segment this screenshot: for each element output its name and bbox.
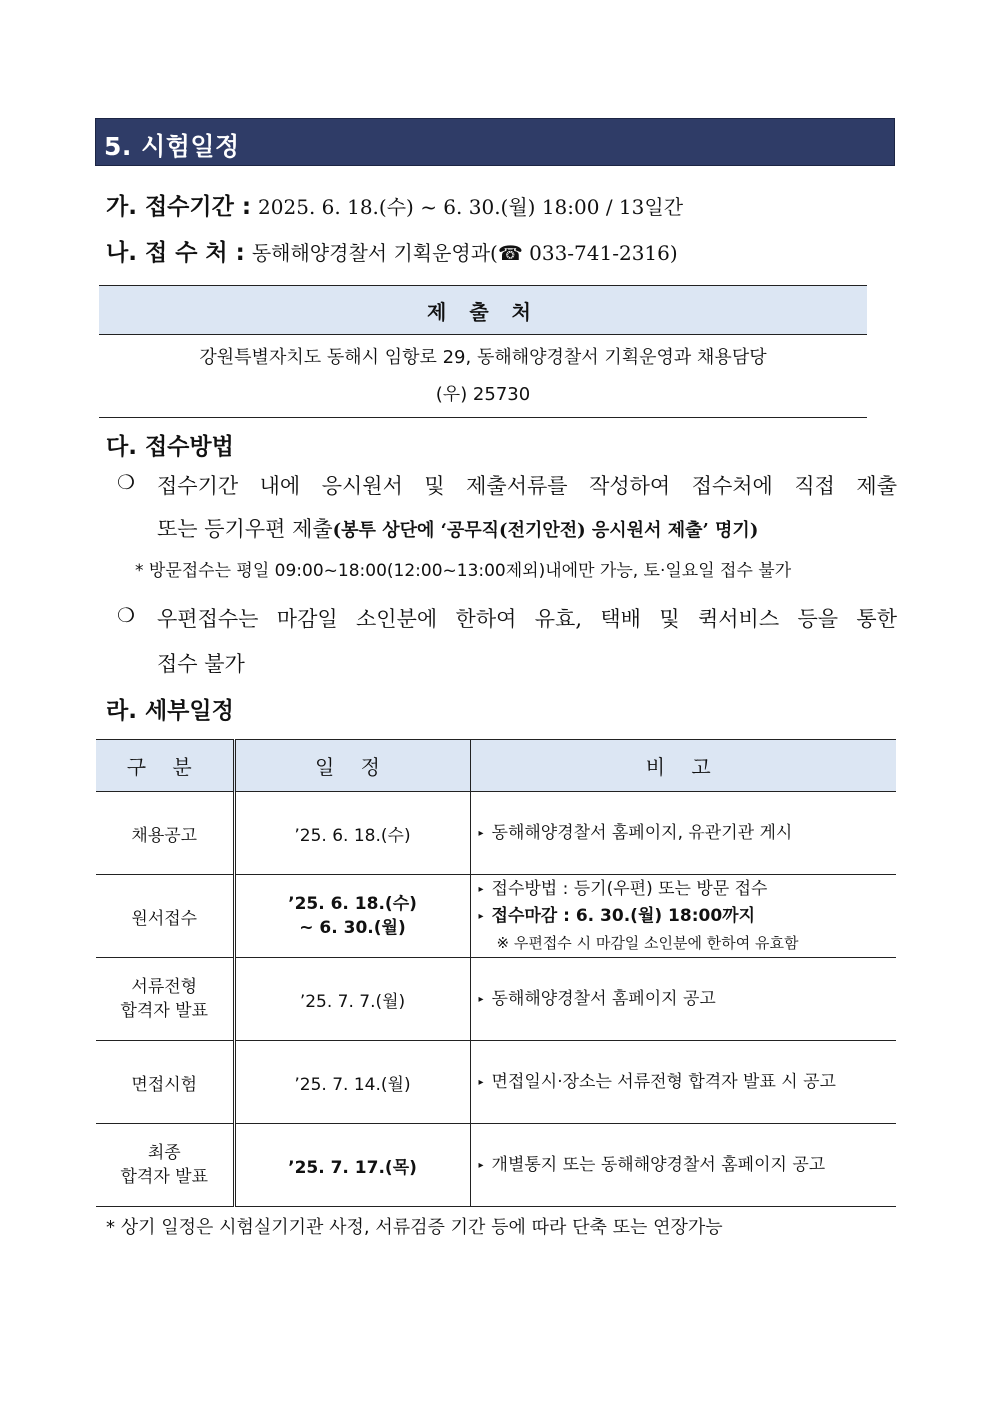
table-header-row [96,740,896,792]
method-p2-line1: 우편접수는 마감일 소인분에 한하여 유효, 택배 및 퀵서비스 등을 통한 [157,607,897,631]
triangle-bullet-icon: ▸ [478,993,484,1005]
table-row [96,792,896,875]
submit-box-header: 제 출 처 [99,285,867,335]
schedule-heading: 라. 세부일정 [106,698,234,724]
row-category [96,1124,234,1207]
row-note-text: 동해해양경찰서 홈페이지, 유관기관 게시 [491,822,793,843]
table-row [96,958,896,1041]
row-category-line2: 합격자 발표 [120,1167,208,1187]
office-label: 나. 접 수 처 : [106,240,245,266]
header-note: 비 고 [470,740,896,792]
triangle-bullet-icon: ▸ [478,884,484,895]
row-category-line2: 합격자 발표 [120,1001,208,1021]
section-title: 5. 시험일정 [104,132,240,161]
submit-address: 강원특별자치도 동해시 임항로 29, 동해해양경찰서 기획운영과 채용담당 [199,347,767,368]
method-p1-line1: 접수기간 내에 응시원서 및 제출서류를 작성하여 접수처에 직접 제출 [157,474,897,498]
triangle-bullet-icon: ▸ [478,1076,484,1088]
method-p1-line2-bold: (봉투 상단에 ‘공무직(전기안전) 응시원서 제출’ 명기) [332,520,759,541]
method-p2-line2: 접수 불가 [157,652,245,676]
schedule-footnote: * 상기 일정은 시험실기기관 사정, 서류검증 기간 등에 따라 단축 또는 연장가능 [106,1217,723,1238]
circle-bullet-icon: ❍ [117,470,135,494]
row-date-start: ’25. 6. 18.(수) [288,894,417,914]
phone-icon: ☎ [497,241,523,265]
submit-box [99,285,867,418]
row-category: 면접시험 [96,1041,234,1124]
period-value: 2025. 6. 18.(수) ~ 6. 30.(월) 18:00 / 13일간 [258,195,684,219]
circle-bullet-icon: ❍ [117,603,135,627]
row-note-text: 동해해양경찰서 홈페이지 공고 [491,988,716,1009]
row-date [234,875,470,958]
table-row [96,1124,896,1207]
office-value: 동해해양경찰서 기획운영과( [251,241,498,265]
row-note [470,958,896,1041]
table-row [96,875,896,958]
row-note-text: 면접일시·장소는 서류전형 합격자 발표 시 공고 [491,1071,836,1092]
row-date: ’25. 7. 7.(월) [234,958,470,1041]
method-p1-line2-plain: 또는 등기우편 제출 [157,517,333,541]
method-p1-line2 [157,513,758,543]
header-date: 일 정 [234,740,470,792]
office-phone: 033-741-2316) [522,241,678,265]
row-date: ’25. 7. 17.(목) [234,1124,470,1207]
row-note [470,792,896,875]
section-title-bar [95,118,895,166]
office-row [106,234,678,267]
row-category: 채용공고 [96,792,234,875]
row-category [96,958,234,1041]
row-note-deadline: 접수마감 : 6. 30.(월) 18:00까지 [491,906,756,926]
row-note-text: 개별통지 또는 동해해양경찰서 홈페이지 공고 [491,1154,826,1175]
submit-box-body [99,335,867,418]
triangle-bullet-icon: ▸ [478,911,484,922]
row-category-line1: 최종 [147,1143,181,1163]
submit-postal: (우) 25730 [435,384,531,405]
visit-note: * 방문접수는 평일 09:00~18:00(12:00~13:00제외)내에만 가능, 토·일요일 접수 불가 [135,561,792,581]
period-row [106,188,683,221]
row-note [470,1041,896,1124]
row-date: ’25. 7. 14.(월) [234,1041,470,1124]
row-note [470,1124,896,1207]
row-category-line1: 서류전형 [131,977,198,997]
row-date-end: ~ 6. 30.(월) [299,918,406,938]
row-note-method: 접수방법 : 등기(우편) 또는 방문 접수 [491,879,768,899]
period-label: 가. 접수기간 : [106,194,252,220]
schedule-table [96,739,896,1207]
header-category: 구 분 [96,740,234,792]
row-note [470,875,896,958]
row-note-remark: ※ 우편접수 시 마감일 소인분에 한하여 유효함 [496,934,799,952]
triangle-bullet-icon: ▸ [478,827,484,839]
method-heading: 다. 접수방법 [106,434,234,460]
row-date: ’25. 6. 18.(수) [234,792,470,875]
triangle-bullet-icon: ▸ [478,1159,484,1171]
table-row [96,1041,896,1124]
row-category: 원서접수 [96,875,234,958]
